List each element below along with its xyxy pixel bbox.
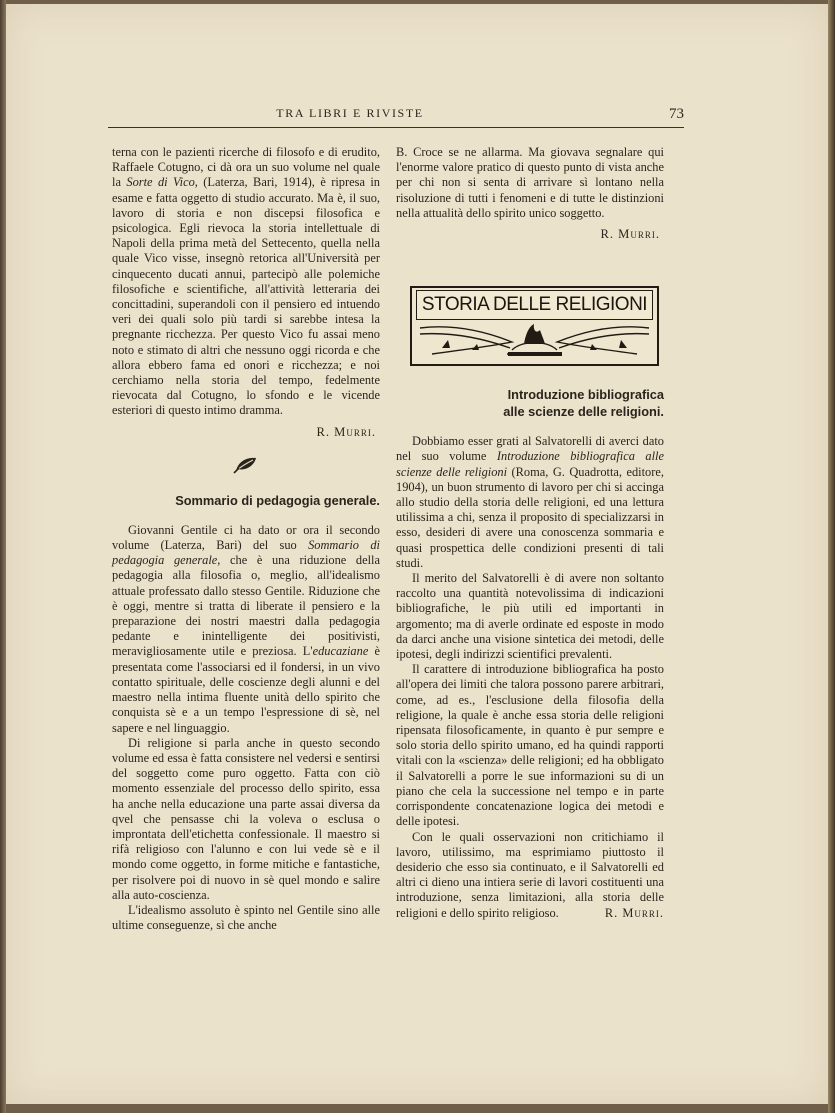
right-paragraph-5: Con le quali osservazioni non critichiamo il lavoro, utilissimo, ma esprimiamo piuttosto il desiderio che esso sia continuato, e il Salvatorelli ed altri ci dieno una intiera serie di lavori costituenti una introduzione, senza limitazioni, alla storia delle religioni e dello spirito religioso. R. Murri.	[396, 829, 664, 920]
signature: R. Murri.	[600, 227, 660, 242]
section-title: Sommario di pedagogia generale.	[175, 492, 380, 508]
banner-title: STORIA DELLE RELIGIONI	[416, 290, 653, 320]
header-rule	[108, 127, 684, 128]
right-paragraph-4: Il carattere di introduzione bibliografica ha posto all'opera dei limiti che talora possono parere arbitrari, come, ad es., l'esclusione della filosofia della religione, la quale è anche essa storia delle religioni ripensata filosoficamente, in quanto è pur sempre e solo storia dello spirito umano, ed ha quindi rapporti vitali con la «scienza» delle religioni; ed ha obbligato il Salvatorelli a porre le sue informazioni su di un piano che cela la successione nel tempo e in parte corrispondente concatenazione logica dei metodi e delle ipotesi.	[396, 662, 664, 829]
right-paragraph-2: Dobbiamo esser grati al Salvatorelli di averci dato nel suo volume Introduzione bibliografica alle scienze delle religioni (Roma, G. Quadrotta, editore, 1904), un buon strumento di lavoro per chi si accinga allo studio della storia delle religioni, ed una lettura utilissima a chi, senza il proposito di specializzarsi in esso, desideri di avere una conoscenza sommaria e quasi prospettica delle condizioni presenti di tali studi.	[396, 434, 664, 570]
running-header	[108, 104, 684, 126]
running-title: TRA LIBRI E RIVISTE	[276, 106, 424, 120]
banner-decoration-icon	[412, 320, 657, 360]
page-number: 73	[669, 106, 684, 122]
page-right-edge	[828, 0, 835, 1113]
emphasis-italic: educaziane	[312, 644, 369, 659]
right-paragraph-3: Il merito del Salvatorelli è di avere non soltanto raccolto una quantità notevolissima di indicazioni bibliografiche, le più utili ed importanti in argomento; ma di averle ordinate ed esposte in modo da darci anche una visione sintetica dei metodi, delle ipotesi, degli indirizzi scientifici prevalenti.	[396, 571, 664, 662]
signature: R. Murri.	[316, 424, 376, 439]
right-column	[396, 145, 664, 921]
left-paragraph-1: terna con le pazienti ricerche di filosofo e di erudito, Raffaele Cotugno, ci dà ora un suo volume nel quale la Sorte di Vico, (Laterza, Bari, 1914), è ripresa in esame e fatta oggetto di studio accurato. Ma è, il suo, lavoro di storia e non discepsi filosofica e psicologica. Egli rievoca la storia intellettuale di Napoli della prima metà del Settecento, quella nella quale Vico visse, insegnò retorica all'Università per cinquecento ducati annui, partecipò alle polemiche filosofiche e scientifiche, all'attività letteraria dei concittadini, superandoli con il pensiero ed intuendo veri dei quali solo più tardi si sarebbe intesa la pregnante ricchezza. Per questo Vico fu assai meno noto e stimato di altri che nessuno oggi ricorda e che allora ebbero fama ed onori e ricchezza; e noi cerchiamo nella storia del tempo, fedelmente rievocata dal Cotugno, lo sfondo e le vicende esteriori di questo intimo dramma.	[112, 145, 380, 418]
leaf-ornament-icon	[112, 454, 380, 482]
book-title-italic: Introduzione bibliografica alle scienze delle religioni	[396, 449, 664, 479]
left-paragraph-4: L'idealismo assoluto è spinto nel Gentile sino alle ultime conseguenze, sì che anche	[112, 902, 380, 933]
signature: R. Murri.	[604, 905, 664, 920]
section-banner	[410, 286, 659, 366]
book-title-italic: Sorte di Vico	[126, 175, 195, 190]
left-paragraph-2: Giovanni Gentile ci ha dato or ora il secondo volume (Laterza, Bari) del suo Sommario di pedagogia generale, che è una riduzione della pedagogia alla filosofia o, meglio, all'idealismo attuale professato dallo stesso Gentile. Riduzione che è oggi, mentre si tratta di liberate il pensiero e la preparazione dei nostri maestri dalla pedagogia pedante e inintelligente dei positivisti, meravigliosamente utile e preziosa. L'educaziane è presentata come l'associarsi ed il fondersi, in un vivo contatto spirituale, delle coscienze degli alunni e del maestro nella intima fluente unità dello spirito che conquista sè e a un tempo l'espressione di sè, nel sapere e nel linguaggio.	[112, 522, 380, 735]
right-paragraph-1: B. Croce se ne allarma. Ma giovava segnalare qui l'enorme valore pratico di questo punto di vista anche per chi non si senta di arrivare sì lontano nella risoluzione di tutti i fenomeni e di tutte le distinzioni nella attualità dello spirito unico soggetto.	[396, 145, 664, 220]
left-column	[112, 145, 380, 933]
section-title: Introduzione bibliografica alle scienze delle religioni.	[503, 387, 664, 420]
left-paragraph-3: Di religione si parla anche in questo secondo volume ed essa è fatta consistere nel vedersi e sentirsi del soggetto come puro oggetto. Fatta con ciò momento essenziale del processo dello spirito, essa ha anche nella educazione una parte assai diversa da qvel che pensasse chi la voleva o esclusa o improntata dell'etichetta confessionale. Il maestro si rifà religioso con l'alunno e con lui vede sè e il mondo come oggetto, in forme mitiche e fantastiche, per risolvere poi di nuovo in sè quel mondo e salire alla auto-coscienza.	[112, 735, 380, 902]
book-title-italic: Sommario di pedagogia generale	[112, 538, 380, 568]
